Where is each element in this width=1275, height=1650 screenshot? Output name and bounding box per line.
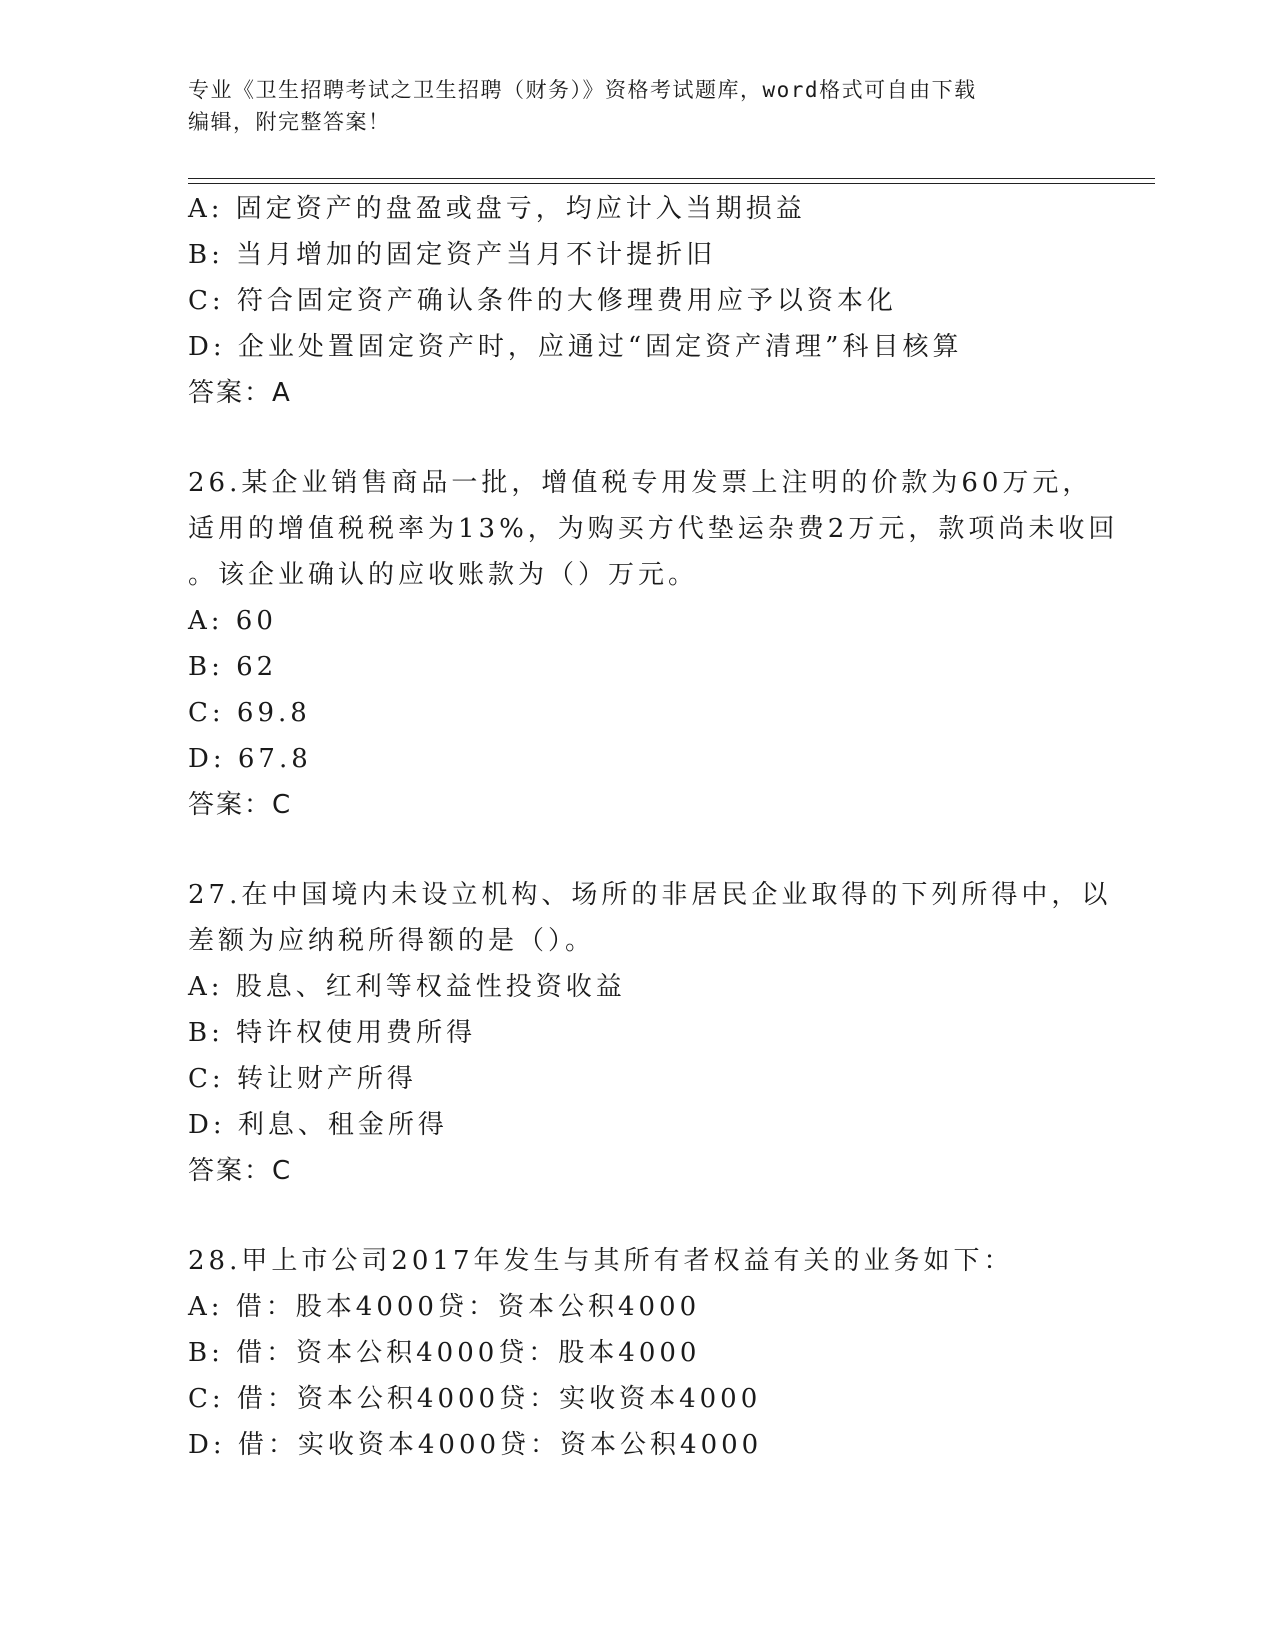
question-28-block (188, 1238, 1128, 1468)
option-d: D: 借：实收资本4000贷：资本公积4000 (188, 1430, 763, 1460)
question-25-block (188, 186, 1128, 416)
question-26-block (188, 460, 1128, 828)
option-a: A: 60 (188, 606, 277, 636)
option-a: A: 股息、红利等权益性投资收益 (188, 972, 626, 1002)
spacer (188, 416, 1128, 460)
option-c: C: 符合固定资产确认条件的大修理费用应予以资本化 (188, 286, 897, 316)
question-list (188, 186, 1128, 1468)
answer: 答案：C (188, 1156, 293, 1186)
spacer (188, 828, 1128, 872)
header-divider-top (188, 178, 1155, 179)
question-stem-line: 27.在中国境内未设立机构、场所的非居民企业取得的下列所得中，以 (188, 880, 1112, 910)
option-c: C: 借：资本公积4000贷：实收资本4000 (188, 1384, 762, 1414)
answer: 答案：C (188, 790, 293, 820)
option-c: C: 69.8 (188, 698, 311, 728)
question-stem-line: 适用的增值税税率为13%，为购买方代垫运杂费2万元，款项尚未收回 (188, 514, 1119, 544)
document-header (188, 74, 1088, 138)
option-c: C: 转让财产所得 (188, 1064, 417, 1094)
option-d: D: 利息、租金所得 (188, 1110, 448, 1140)
option-b: B: 特许权使用费所得 (188, 1018, 477, 1048)
question-stem-line: 28.甲上市公司2017年发生与其所有者权益有关的业务如下： (188, 1246, 1014, 1276)
header-title-line-1: 专业《卫生招聘考试之卫生招聘（财务）》资格考试题库，word格式可自由下载 (188, 78, 977, 102)
header-title-line-2: 编辑，附完整答案！ (188, 110, 391, 134)
option-d: D: 企业处置固定资产时，应通过“固定资产清理”科目核算 (188, 332, 963, 362)
option-a: A: 固定资产的盘盈或盘亏，均应计入当期损益 (188, 194, 806, 224)
question-stem-line: 26.某企业销售商品一批，增值税专用发票上注明的价款为60万元， (188, 468, 1093, 498)
option-b: B: 借：资本公积4000贷：股本4000 (188, 1338, 701, 1368)
header-divider-bottom (188, 183, 1155, 184)
question-stem-line: 差额为应纳税所得额的是（）。 (188, 926, 596, 956)
option-b: B: 62 (188, 652, 278, 682)
answer: 答案：A (188, 378, 292, 408)
spacer (188, 1194, 1128, 1238)
question-stem-line: 。该企业确认的应收账款为（）万元。 (188, 560, 699, 590)
option-a: A: 借：股本4000贷：资本公积4000 (188, 1292, 701, 1322)
option-b: B: 当月增加的固定资产当月不计提折旧 (188, 240, 717, 270)
question-27-block (188, 872, 1128, 1194)
option-d: D: 67.8 (188, 744, 312, 774)
